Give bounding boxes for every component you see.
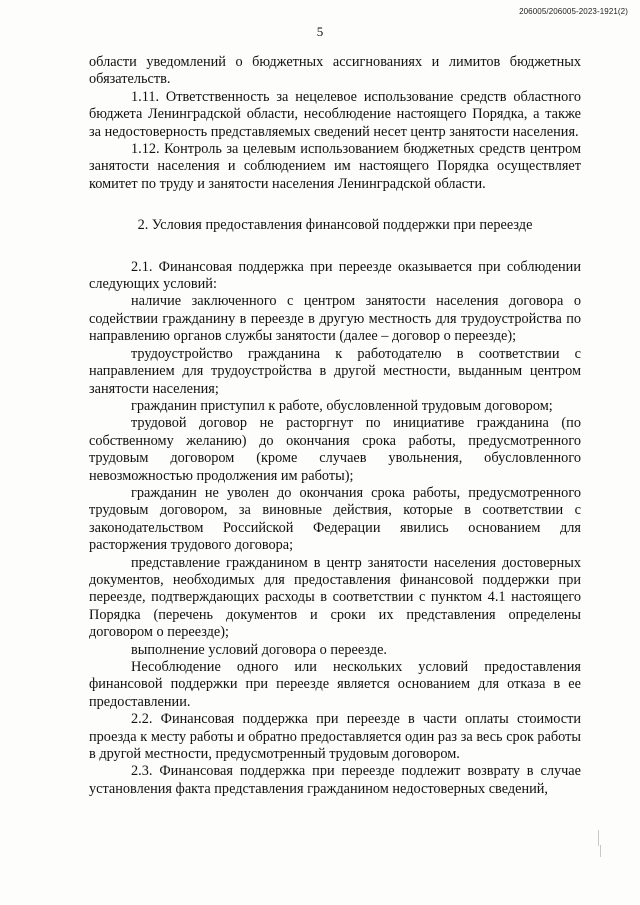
paragraph-continuation: области уведомлений о бюджетных ассигнованиях и лимитов бюджетных обязательств. [89,54,581,88]
scan-speck [598,830,599,846]
page-number: 5 [316,24,324,39]
condition-item: трудоустройство гражданина к работодателю в соответствии с направлением для трудоустройства в другой местности, выданным центром занятости населения; [89,345,581,397]
document-registration-code: 206005/206005-2023-1921(2) [519,7,628,16]
condition-item: представление гражданином в центр занятости населения достоверных документов, необходимых для предоставления финансовой поддержки при переезде, подтверждающих расходы в соответствии с пунктом 4.1 настоящего Порядка (перечень документов и сроки их представления определены договором о переезде); [89,554,581,641]
condition-item: гражданин не уволен до окончания срока работы, предусмотренного трудовым договором, за виновные действия, которые в соответствии с законодательством Российской Федерации явились основанием для расторжения трудового договора; [89,484,581,554]
document-body [89,54,581,798]
paragraph-2-1: 2.1. Финансовая поддержка при переезде оказывается при соблюдении следующих условий: [89,258,581,293]
paragraph-2-3: 2.3. Финансовая поддержка при переезде подлежит возврату в случае установления факта представления гражданином недостоверных сведений, [89,763,581,797]
paragraph-1-12: 1.12. Контроль за целевым использованием бюджетных средств центром занятости населения и соблюдением им настоящего Порядка осуществляет комитет по труду и занятости населения Ленинградской области. [89,141,581,192]
condition-item: выполнение условий договора о переезде. [131,641,387,658]
paragraph-2-2: 2.2. Финансовая поддержка при переезде в части оплаты стоимости проезда к месту работы и обратно предоставляется один раз за весь срок работы в другой местности, предусмотренный трудовым договором. [89,711,581,763]
condition-item: гражданин приступил к работе, обусловленной трудовым договором; [131,397,553,414]
condition-item: наличие заключенного с центром занятости населения договора о содействии гражданину в переезде в другую местность для трудоустройства по направлению органов службы занятости (далее – договор о переезде); [89,293,581,345]
section-2-title: 2. Условия предоставления финансовой поддержки при переезде [137,217,533,234]
scan-speck [600,845,601,857]
condition-item: трудовой договор не расторгнут по инициативе гражданина (по собственному желанию) до окончания срока работы, предусмотренного трудовым договором (кроме случаев увольнения, обусловленного невозможностью продолжения им работы); [89,415,581,484]
paragraph-1-11: 1.11. Ответственность за нецелевое использование средств областного бюджета Ленинградской области, несоблюдение настоящего Порядка, а также за недостоверность представляемых сведений несет центр занятости населения. [89,88,581,140]
paragraph-refusal: Несоблюдение одного или нескольких условий предоставления финансовой поддержки при переезде является основанием для отказа в ее предоставлении. [89,659,581,710]
